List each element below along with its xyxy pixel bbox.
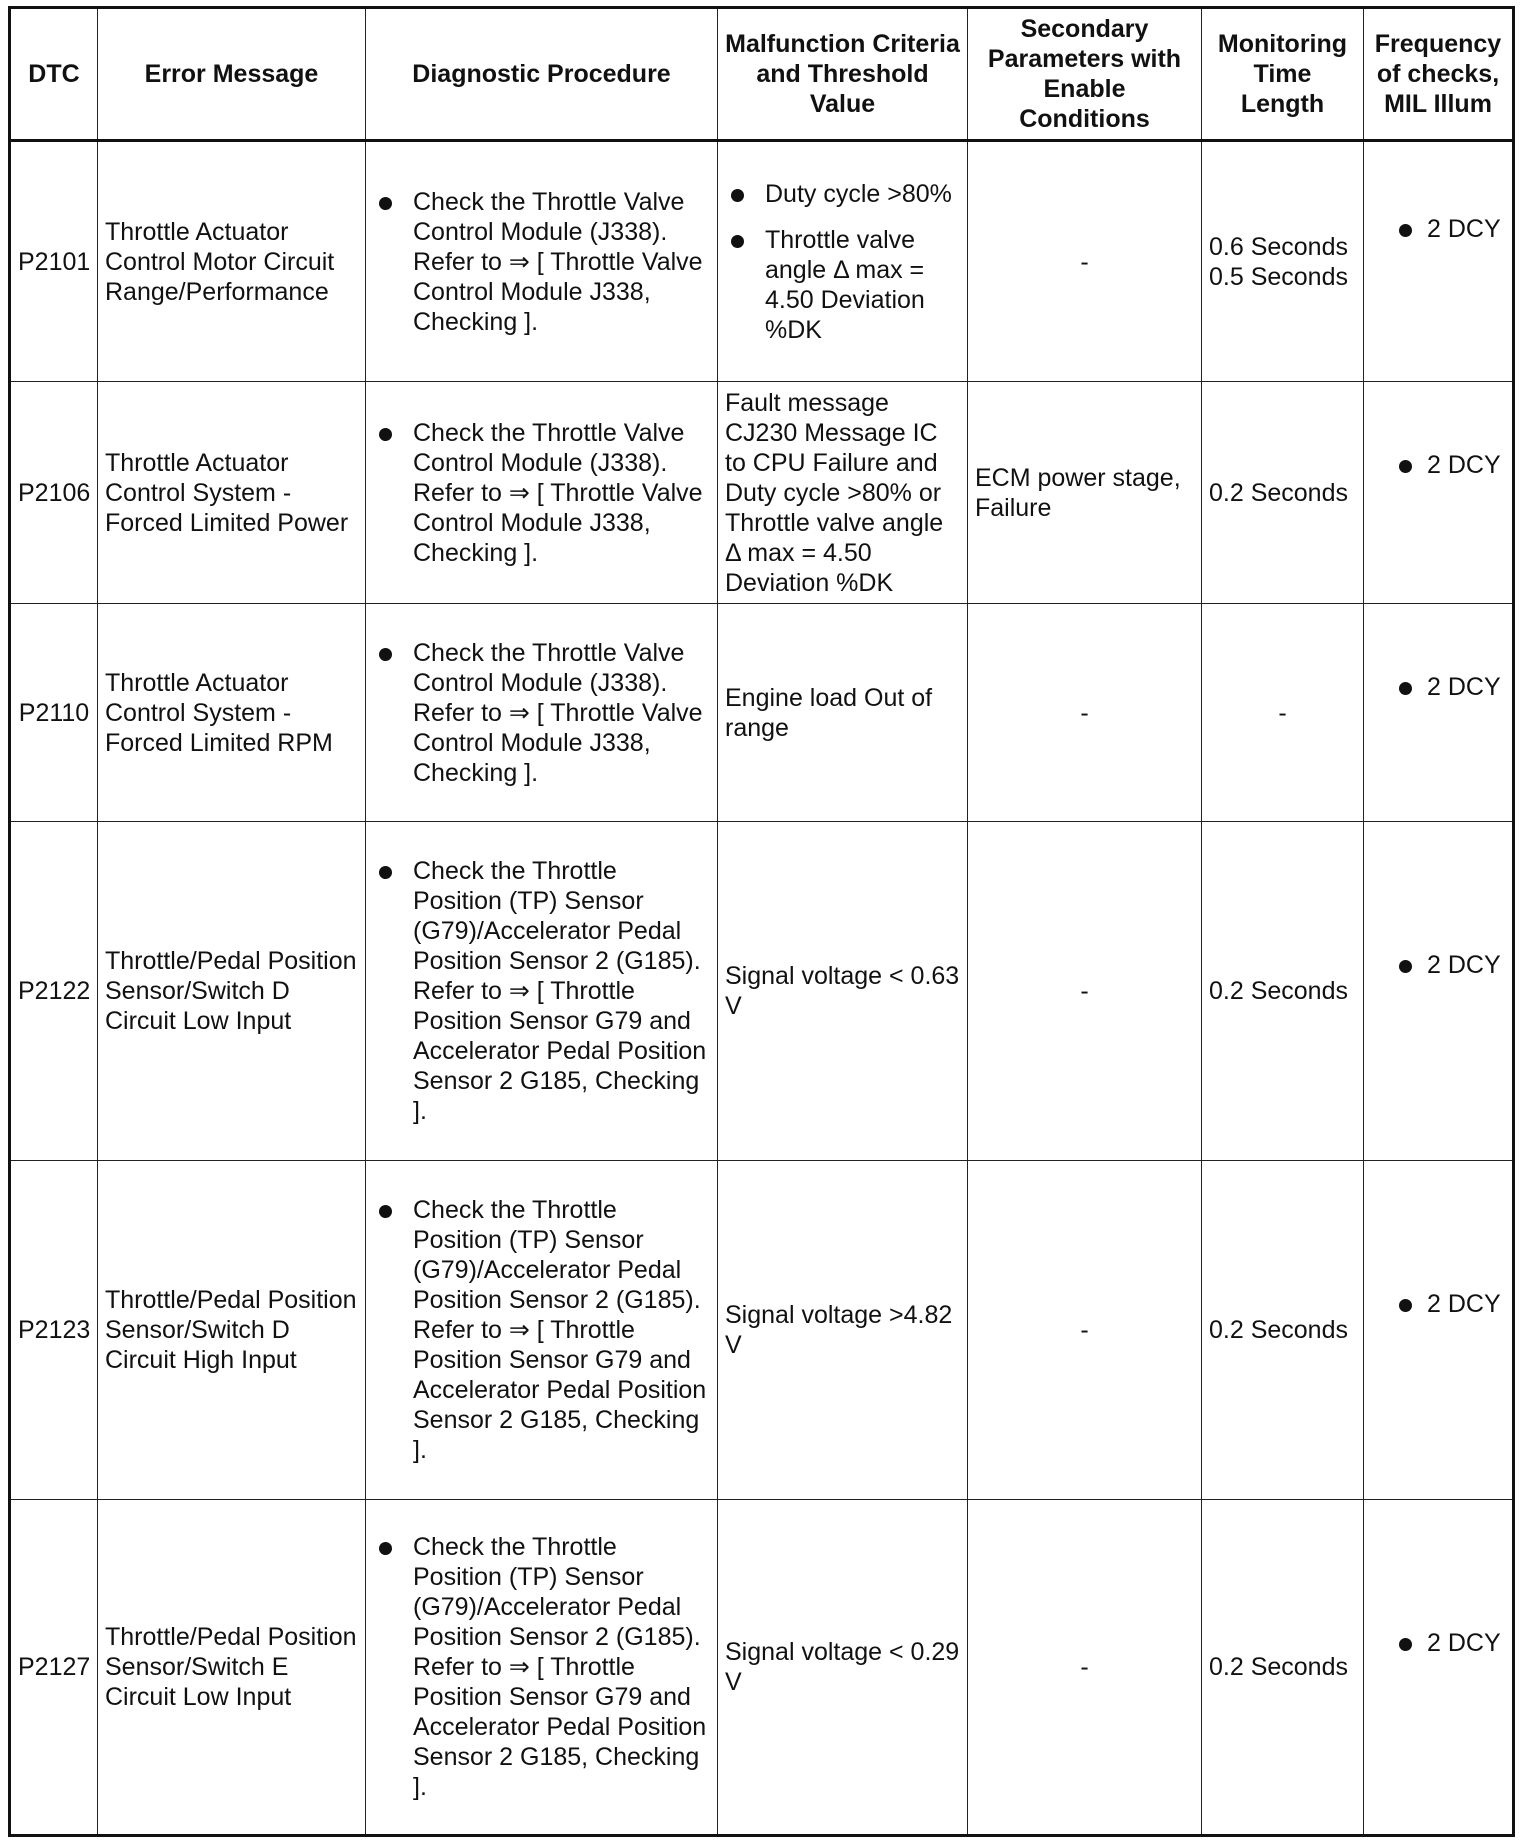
frequency-value: 2 DCY [1393,672,1505,702]
header-dtc: DTC [10,8,98,141]
frequency-value: 2 DCY [1393,1289,1505,1319]
header-diagnostic-procedure: Diagnostic Procedure [366,8,718,141]
table-row [10,382,1514,604]
diagnostic-procedure [366,141,718,382]
frequency-cell [1364,822,1514,1161]
secondary-parameters: - [968,822,1202,1161]
error-message: Throttle/Pedal Position Sensor/Switch D Circuit Low Input [98,822,366,1161]
procedure-step: Check the Throttle Valve Control Module (J338). Refer to ⇒ [ Throttle Valve Control Module J338, Checking ]. [373,418,710,568]
header-error-message: Error Message [98,8,366,141]
monitoring-time: 0.6 Seconds 0.5 Seconds [1202,141,1364,382]
error-message: Throttle Actuator Control System - Forced Limited RPM [98,604,366,822]
monitoring-time: - [1202,604,1364,822]
table-row [10,1500,1514,1836]
procedure-step: Check the Throttle Position (TP) Sensor (G79)/Accelerator Pedal Position Sensor 2 (G185). Refer to ⇒ [ Throttle Position Sensor G79 and Accelerator Pedal Position Sensor 2 G185, Checking ]. [373,856,710,1126]
diagnostic-procedure [366,604,718,822]
diagnostic-procedure [366,1161,718,1500]
frequency-cell [1364,382,1514,604]
header-secondary-parameters: Secondary Parameters with Enable Conditions [968,8,1202,141]
dtc-code: P2123 [10,1161,98,1500]
dtc-code: P2122 [10,822,98,1161]
criteria-item: Duty cycle >80% [725,179,960,209]
monitoring-time: 0.2 Seconds [1202,1500,1364,1836]
frequency-cell [1364,1161,1514,1500]
malfunction-criteria [718,141,968,382]
table-row [10,604,1514,822]
header-frequency: Frequency of checks, MIL Illum [1364,8,1514,141]
secondary-parameters: - [968,1500,1202,1836]
table-row [10,822,1514,1161]
table-row [10,1161,1514,1500]
error-message: Throttle/Pedal Position Sensor/Switch E Circuit Low Input [98,1500,366,1836]
frequency-value: 2 DCY [1393,1628,1505,1658]
dtc-code: P2106 [10,382,98,604]
header-malfunction-criteria: Malfunction Criteria and Threshold Value [718,8,968,141]
malfunction-criteria: Engine load Out of range [718,604,968,822]
secondary-parameters: ECM power stage, Failure [968,382,1202,604]
procedure-step: Check the Throttle Valve Control Module (J338). Refer to ⇒ [ Throttle Valve Control Module J338, Checking ]. [373,187,710,337]
frequency-cell [1364,604,1514,822]
malfunction-criteria: Signal voltage >4.82 V [718,1161,968,1500]
monitoring-time: 0.2 Seconds [1202,1161,1364,1500]
error-message: Throttle Actuator Control System - Forced Limited Power [98,382,366,604]
secondary-parameters: - [968,141,1202,382]
frequency-value: 2 DCY [1393,214,1505,244]
error-message: Throttle Actuator Control Motor Circuit Range/Performance [98,141,366,382]
secondary-parameters: - [968,604,1202,822]
malfunction-criteria: Signal voltage < 0.29 V [718,1500,968,1836]
error-message: Throttle/Pedal Position Sensor/Switch D Circuit High Input [98,1161,366,1500]
diagnostic-procedure [366,382,718,604]
secondary-parameters: - [968,1161,1202,1500]
monitoring-time: 0.2 Seconds [1202,382,1364,604]
dtc-code: P2110 [10,604,98,822]
frequency-value: 2 DCY [1393,450,1505,480]
procedure-step: Check the Throttle Position (TP) Sensor (G79)/Accelerator Pedal Position Sensor 2 (G185). Refer to ⇒ [ Throttle Position Sensor G79 and Accelerator Pedal Position Sensor 2 G185, Checking ]. [373,1532,710,1802]
diagnostic-procedure [366,822,718,1161]
header-row [10,8,1514,141]
monitoring-time: 0.2 Seconds [1202,822,1364,1161]
procedure-step: Check the Throttle Position (TP) Sensor (G79)/Accelerator Pedal Position Sensor 2 (G185). Refer to ⇒ [ Throttle Position Sensor G79 and Accelerator Pedal Position Sensor 2 G185, Checking ]. [373,1195,710,1465]
frequency-cell [1364,141,1514,382]
dtc-code: P2101 [10,141,98,382]
dtc-table [8,6,1515,1837]
criteria-item: Throttle valve angle Δ max = 4.50 Deviation %DK [725,225,960,345]
frequency-value: 2 DCY [1393,950,1505,980]
procedure-step: Check the Throttle Valve Control Module (J338). Refer to ⇒ [ Throttle Valve Control Module J338, Checking ]. [373,638,710,788]
header-monitoring-time: Monitoring Time Length [1202,8,1364,141]
frequency-cell [1364,1500,1514,1836]
malfunction-criteria: Signal voltage < 0.63 V [718,822,968,1161]
diagnostic-procedure [366,1500,718,1836]
dtc-code: P2127 [10,1500,98,1836]
table-row [10,141,1514,382]
malfunction-criteria: Fault message CJ230 Message IC to CPU Failure and Duty cycle >80% or Throttle valve angle Δ max = 4.50 Deviation %DK [718,382,968,604]
